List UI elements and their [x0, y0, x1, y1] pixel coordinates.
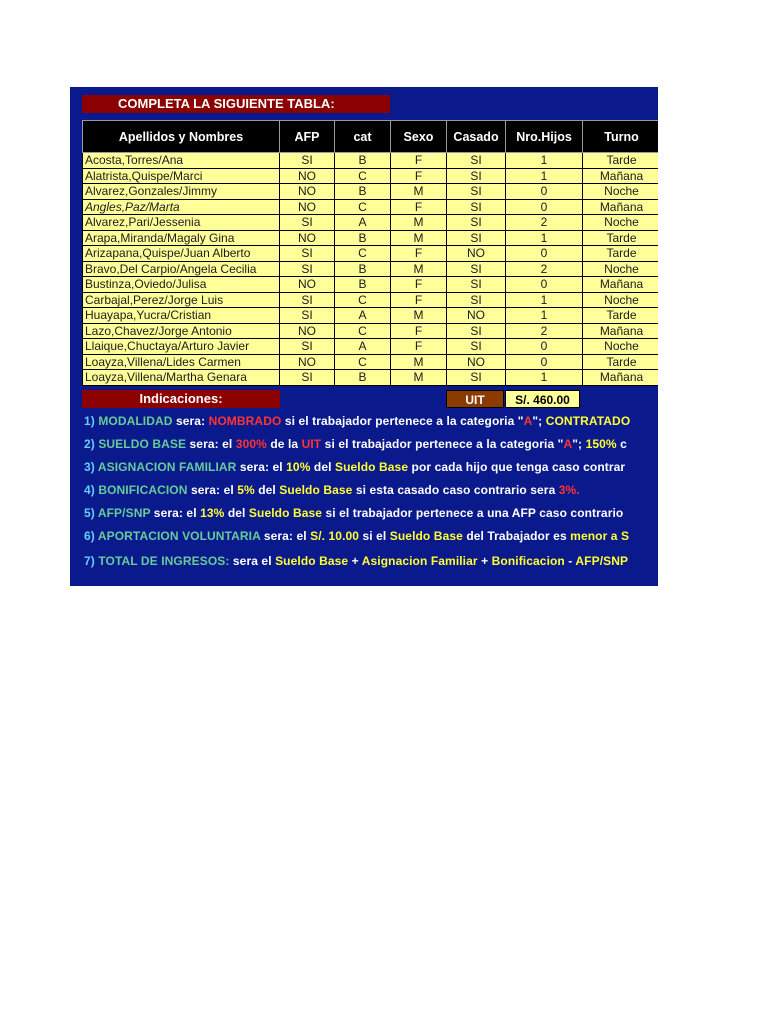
cell-cat[interactable]: A	[335, 339, 391, 355]
cell-sexo[interactable]: F	[391, 339, 447, 355]
instruction-line	[84, 437, 627, 451]
instruction-segment: del	[310, 460, 335, 474]
cell-afp[interactable]: SI	[280, 308, 335, 324]
header-turno[interactable]: Turno	[583, 121, 659, 153]
cell-nro-hijos[interactable]: 2	[506, 323, 583, 339]
instruction-segment: c	[616, 437, 627, 451]
cell-cat[interactable]: C	[335, 354, 391, 370]
instruction-segment: BONIFICACION	[98, 483, 188, 497]
cell-nombre[interactable]: Loayza,Villena/Martha Genara	[83, 370, 280, 386]
cell-nombre[interactable]: Loayza,Villena/Lides Carmen	[83, 354, 280, 370]
instruction-segment: AFP/SNP	[97, 506, 151, 520]
instruction-segment: 3%.	[558, 483, 580, 497]
uit-value[interactable]: S/. 460.00	[505, 390, 580, 408]
instruction-segment: sera: el	[236, 460, 287, 474]
table-title: COMPLETA LA SIGUIENTE TABLA:	[82, 95, 390, 113]
instruction-segment: +	[477, 554, 492, 568]
table-row	[83, 277, 659, 293]
cell-sexo[interactable]: M	[391, 215, 447, 231]
cell-turno[interactable]: Noche	[583, 292, 659, 308]
table-row	[83, 168, 659, 184]
instruction-segment: 6)	[84, 529, 98, 543]
table-body	[83, 153, 659, 386]
cell-cat[interactable]: B	[335, 261, 391, 277]
cell-sexo[interactable]: F	[391, 153, 447, 169]
cell-cat[interactable]: C	[335, 292, 391, 308]
cell-nro-hijos[interactable]: 0	[506, 354, 583, 370]
instruction-segment: del Trabajador es	[462, 529, 571, 543]
instruction-line	[84, 460, 625, 474]
instruction-segment: AFP/SNP	[575, 554, 629, 568]
table-row	[83, 230, 659, 246]
instruction-line	[84, 554, 628, 568]
instruction-line	[84, 414, 630, 428]
cell-casado[interactable]: SI	[447, 168, 506, 184]
instruction-segment: menor a S	[570, 529, 630, 543]
table-row	[83, 308, 659, 324]
cell-afp[interactable]: NO	[280, 354, 335, 370]
table-row	[83, 199, 659, 215]
header-cat[interactable]: cat	[335, 121, 391, 153]
instruction-segment: UIT	[301, 437, 322, 451]
cell-casado[interactable]: SI	[447, 230, 506, 246]
cell-nro-hijos[interactable]: 0	[506, 277, 583, 293]
cell-nro-hijos[interactable]: 0	[506, 184, 583, 200]
cell-sexo[interactable]: M	[391, 354, 447, 370]
cell-nombre[interactable]: Bustinza,Oviedo/Julisa	[83, 277, 280, 293]
cell-nro-hijos[interactable]: 2	[506, 261, 583, 277]
cell-afp[interactable]: NO	[280, 184, 335, 200]
table-row	[83, 246, 659, 262]
instruction-segment: si el	[359, 529, 390, 543]
instruction-segment: Sueldo Base	[389, 529, 463, 543]
instruction-segment: -	[564, 554, 576, 568]
instruction-segment: 2)	[84, 437, 99, 451]
header-sexo[interactable]: Sexo	[391, 121, 447, 153]
cell-casado[interactable]: SI	[447, 370, 506, 386]
cell-sexo[interactable]: F	[391, 246, 447, 262]
cell-sexo[interactable]: M	[391, 308, 447, 324]
table-row	[83, 261, 659, 277]
instruction-segment: APORTACION VOLUNTARIA	[97, 529, 261, 543]
cell-nombre[interactable]: Acosta,Torres/Ana	[83, 153, 280, 169]
instruction-segment: Asignacion Familiar	[361, 554, 478, 568]
cell-turno[interactable]: Mañana	[583, 277, 659, 293]
cell-nombre[interactable]: Huayapa,Yucra/Cristian	[83, 308, 280, 324]
cell-nombre[interactable]: Alvarez,Gonzales/Jimmy	[83, 184, 280, 200]
instruction-segment: Sueldo Base	[275, 554, 349, 568]
instruction-segment: sera: el	[260, 529, 311, 543]
cell-casado[interactable]: SI	[447, 184, 506, 200]
instruction-segment: CONTRATADO	[545, 414, 631, 428]
instruction-segment: del	[224, 506, 249, 520]
instruction-segment: A	[523, 414, 533, 428]
table-header-row	[83, 121, 659, 153]
instruction-segment: 4)	[84, 483, 99, 497]
instruction-segment: sera:	[172, 414, 209, 428]
cell-nro-hijos[interactable]: 1	[506, 168, 583, 184]
cell-turno[interactable]: Mañana	[583, 199, 659, 215]
cell-casado[interactable]: NO	[447, 308, 506, 324]
instruction-segment: ";	[532, 414, 546, 428]
cell-nro-hijos[interactable]: 1	[506, 370, 583, 386]
instruction-segment: sera: el	[186, 437, 236, 451]
cell-afp[interactable]: NO	[280, 199, 335, 215]
instruction-segment: ";	[572, 437, 586, 451]
cell-turno[interactable]: Noche	[583, 339, 659, 355]
cell-afp[interactable]: SI	[280, 215, 335, 231]
cell-casado[interactable]: SI	[447, 215, 506, 231]
instruction-line	[84, 506, 623, 520]
instruction-segment: si el trabajador pertenece a la categoria "	[281, 414, 524, 428]
cell-cat[interactable]: A	[335, 308, 391, 324]
cell-turno[interactable]: Tarde	[583, 354, 659, 370]
cell-afp[interactable]: SI	[280, 339, 335, 355]
cell-afp[interactable]: SI	[280, 292, 335, 308]
cell-casado[interactable]: SI	[447, 153, 506, 169]
cell-afp[interactable]: NO	[280, 323, 335, 339]
cell-nombre[interactable]: Arizapana,Quispe/Juan Alberto	[83, 246, 280, 262]
cell-nombre[interactable]: Alatrista,Quispe/Marci	[83, 168, 280, 184]
cell-nro-hijos[interactable]: 0	[506, 339, 583, 355]
spreadsheet-area	[70, 87, 658, 586]
cell-nombre[interactable]: Lazo,Chavez/Jorge Antonio	[83, 323, 280, 339]
cell-cat[interactable]: C	[335, 323, 391, 339]
instruction-segment: de la	[266, 437, 302, 451]
cell-afp[interactable]: NO	[280, 277, 335, 293]
cell-sexo[interactable]: F	[391, 292, 447, 308]
cell-sexo[interactable]: M	[391, 184, 447, 200]
instruction-segment: si esta casado caso contrario sera	[352, 483, 559, 497]
instruction-segment: 13%	[200, 506, 225, 520]
instruction-segment: sera: el	[150, 506, 201, 520]
instruction-segment: Sueldo Base	[334, 460, 409, 474]
cell-afp[interactable]: SI	[280, 261, 335, 277]
table-row	[83, 370, 659, 386]
table-row	[83, 323, 659, 339]
instruction-segment: MODALIDAD	[98, 414, 173, 428]
cell-turno[interactable]: Tarde	[583, 308, 659, 324]
instruction-segment: sera el	[229, 554, 276, 568]
cell-casado[interactable]: SI	[447, 199, 506, 215]
cell-sexo[interactable]: F	[391, 168, 447, 184]
instruction-segment: Sueldo Base	[248, 506, 323, 520]
cell-turno[interactable]: Noche	[583, 261, 659, 277]
header-afp[interactable]: AFP	[280, 121, 335, 153]
table-row	[83, 339, 659, 355]
instruction-line	[84, 483, 580, 497]
cell-sexo[interactable]: F	[391, 277, 447, 293]
instruction-segment: NOMBRADO	[208, 414, 282, 428]
cell-nro-hijos[interactable]: 1	[506, 292, 583, 308]
cell-turno[interactable]: Tarde	[583, 230, 659, 246]
cell-casado[interactable]: SI	[447, 277, 506, 293]
table-row	[83, 215, 659, 231]
cell-nombre[interactable]: Angles,Paz/Marta	[83, 199, 280, 215]
cell-turno[interactable]: Mañana	[583, 168, 659, 184]
instruction-segment: A	[563, 437, 573, 451]
cell-sexo[interactable]: F	[391, 199, 447, 215]
header-nro-hijos[interactable]: Nro.Hijos	[506, 121, 583, 153]
cell-casado[interactable]: SI	[447, 261, 506, 277]
indicaciones-label: Indicaciones:	[82, 390, 280, 408]
instruction-segment: Sueldo Base	[279, 483, 353, 497]
cell-nro-hijos[interactable]: 1	[506, 153, 583, 169]
instruction-segment: 3)	[84, 460, 98, 474]
cell-casado[interactable]: NO	[447, 246, 506, 262]
cell-turno[interactable]: Tarde	[583, 153, 659, 169]
cell-cat[interactable]: A	[335, 215, 391, 231]
table-row	[83, 292, 659, 308]
cell-nro-hijos[interactable]: 2	[506, 215, 583, 231]
instruction-segment: +	[348, 554, 362, 568]
cell-cat[interactable]: C	[335, 168, 391, 184]
cell-casado[interactable]: SI	[447, 292, 506, 308]
instruction-segment: Bonificacion	[491, 554, 565, 568]
cell-cat[interactable]: C	[335, 246, 391, 262]
cell-sexo[interactable]: F	[391, 323, 447, 339]
cell-afp[interactable]: SI	[280, 246, 335, 262]
cell-nro-hijos[interactable]: 0	[506, 199, 583, 215]
cell-turno[interactable]: Mañana	[583, 370, 659, 386]
cell-afp[interactable]: NO	[280, 168, 335, 184]
instruction-segment: 1)	[84, 414, 99, 428]
cell-cat[interactable]: B	[335, 230, 391, 246]
cell-afp[interactable]: SI	[280, 153, 335, 169]
instruction-segment: sera: el	[187, 483, 238, 497]
instruction-segment: si el trabajador pertenece a la categoria "	[321, 437, 564, 451]
cell-cat[interactable]: B	[335, 370, 391, 386]
cell-nro-hijos[interactable]: 1	[506, 230, 583, 246]
cell-nombre[interactable]: Alvarez,Pari/Jessenia	[83, 215, 280, 231]
employee-table	[82, 120, 658, 386]
instruction-segment: 5)	[84, 506, 98, 520]
instruction-segment: si el trabajador pertenece a una AFP caso contrario	[322, 506, 624, 520]
instruction-segment: por cada hijo que tenga caso contrar	[408, 460, 626, 474]
cell-afp[interactable]: SI	[280, 370, 335, 386]
cell-nombre[interactable]: Carbajal,Perez/Jorge Luis	[83, 292, 280, 308]
cell-casado[interactable]: NO	[447, 354, 506, 370]
cell-turno[interactable]: Noche	[583, 184, 659, 200]
instruction-segment: TOTAL DE INGRESOS:	[98, 554, 230, 568]
instruction-segment: 10%	[286, 460, 311, 474]
cell-cat[interactable]: B	[335, 277, 391, 293]
cell-cat[interactable]: B	[335, 153, 391, 169]
instruction-segment: 150%	[585, 437, 617, 451]
header-casado[interactable]: Casado	[447, 121, 506, 153]
instruction-segment: 5%	[237, 483, 255, 497]
cell-nro-hijos[interactable]: 0	[506, 246, 583, 262]
cell-nombre[interactable]: Arapa,Miranda/Magaly Gina	[83, 230, 280, 246]
instruction-segment: S/. 10.00	[310, 529, 360, 543]
table-row	[83, 184, 659, 200]
instruction-line	[84, 529, 629, 543]
cell-turno[interactable]: Mañana	[583, 323, 659, 339]
cell-turno[interactable]: Noche	[583, 215, 659, 231]
cell-cat[interactable]: C	[335, 199, 391, 215]
instruction-segment: del	[254, 483, 280, 497]
cell-turno[interactable]: Tarde	[583, 246, 659, 262]
table-row	[83, 153, 659, 169]
cell-sexo[interactable]: M	[391, 230, 447, 246]
header-apellidos[interactable]: Apellidos y Nombres	[83, 121, 280, 153]
cell-casado[interactable]: SI	[447, 339, 506, 355]
cell-nombre[interactable]: Bravo,Del Carpio/Angela Cecilia	[83, 261, 280, 277]
cell-afp[interactable]: NO	[280, 230, 335, 246]
cell-nombre[interactable]: Llaique,Chuctaya/Arturo Javier	[83, 339, 280, 355]
cell-sexo[interactable]: M	[391, 261, 447, 277]
uit-label[interactable]: UIT	[446, 390, 504, 408]
cell-sexo[interactable]: M	[391, 370, 447, 386]
instruction-segment: SUELDO BASE	[98, 437, 187, 451]
instruction-segment: 300%	[235, 437, 267, 451]
instruction-segment: 7)	[84, 554, 99, 568]
table-row	[83, 354, 659, 370]
cell-casado[interactable]: SI	[447, 323, 506, 339]
cell-cat[interactable]: B	[335, 184, 391, 200]
cell-nro-hijos[interactable]: 1	[506, 308, 583, 324]
instruction-segment: ASIGNACION FAMILIAR	[97, 460, 237, 474]
